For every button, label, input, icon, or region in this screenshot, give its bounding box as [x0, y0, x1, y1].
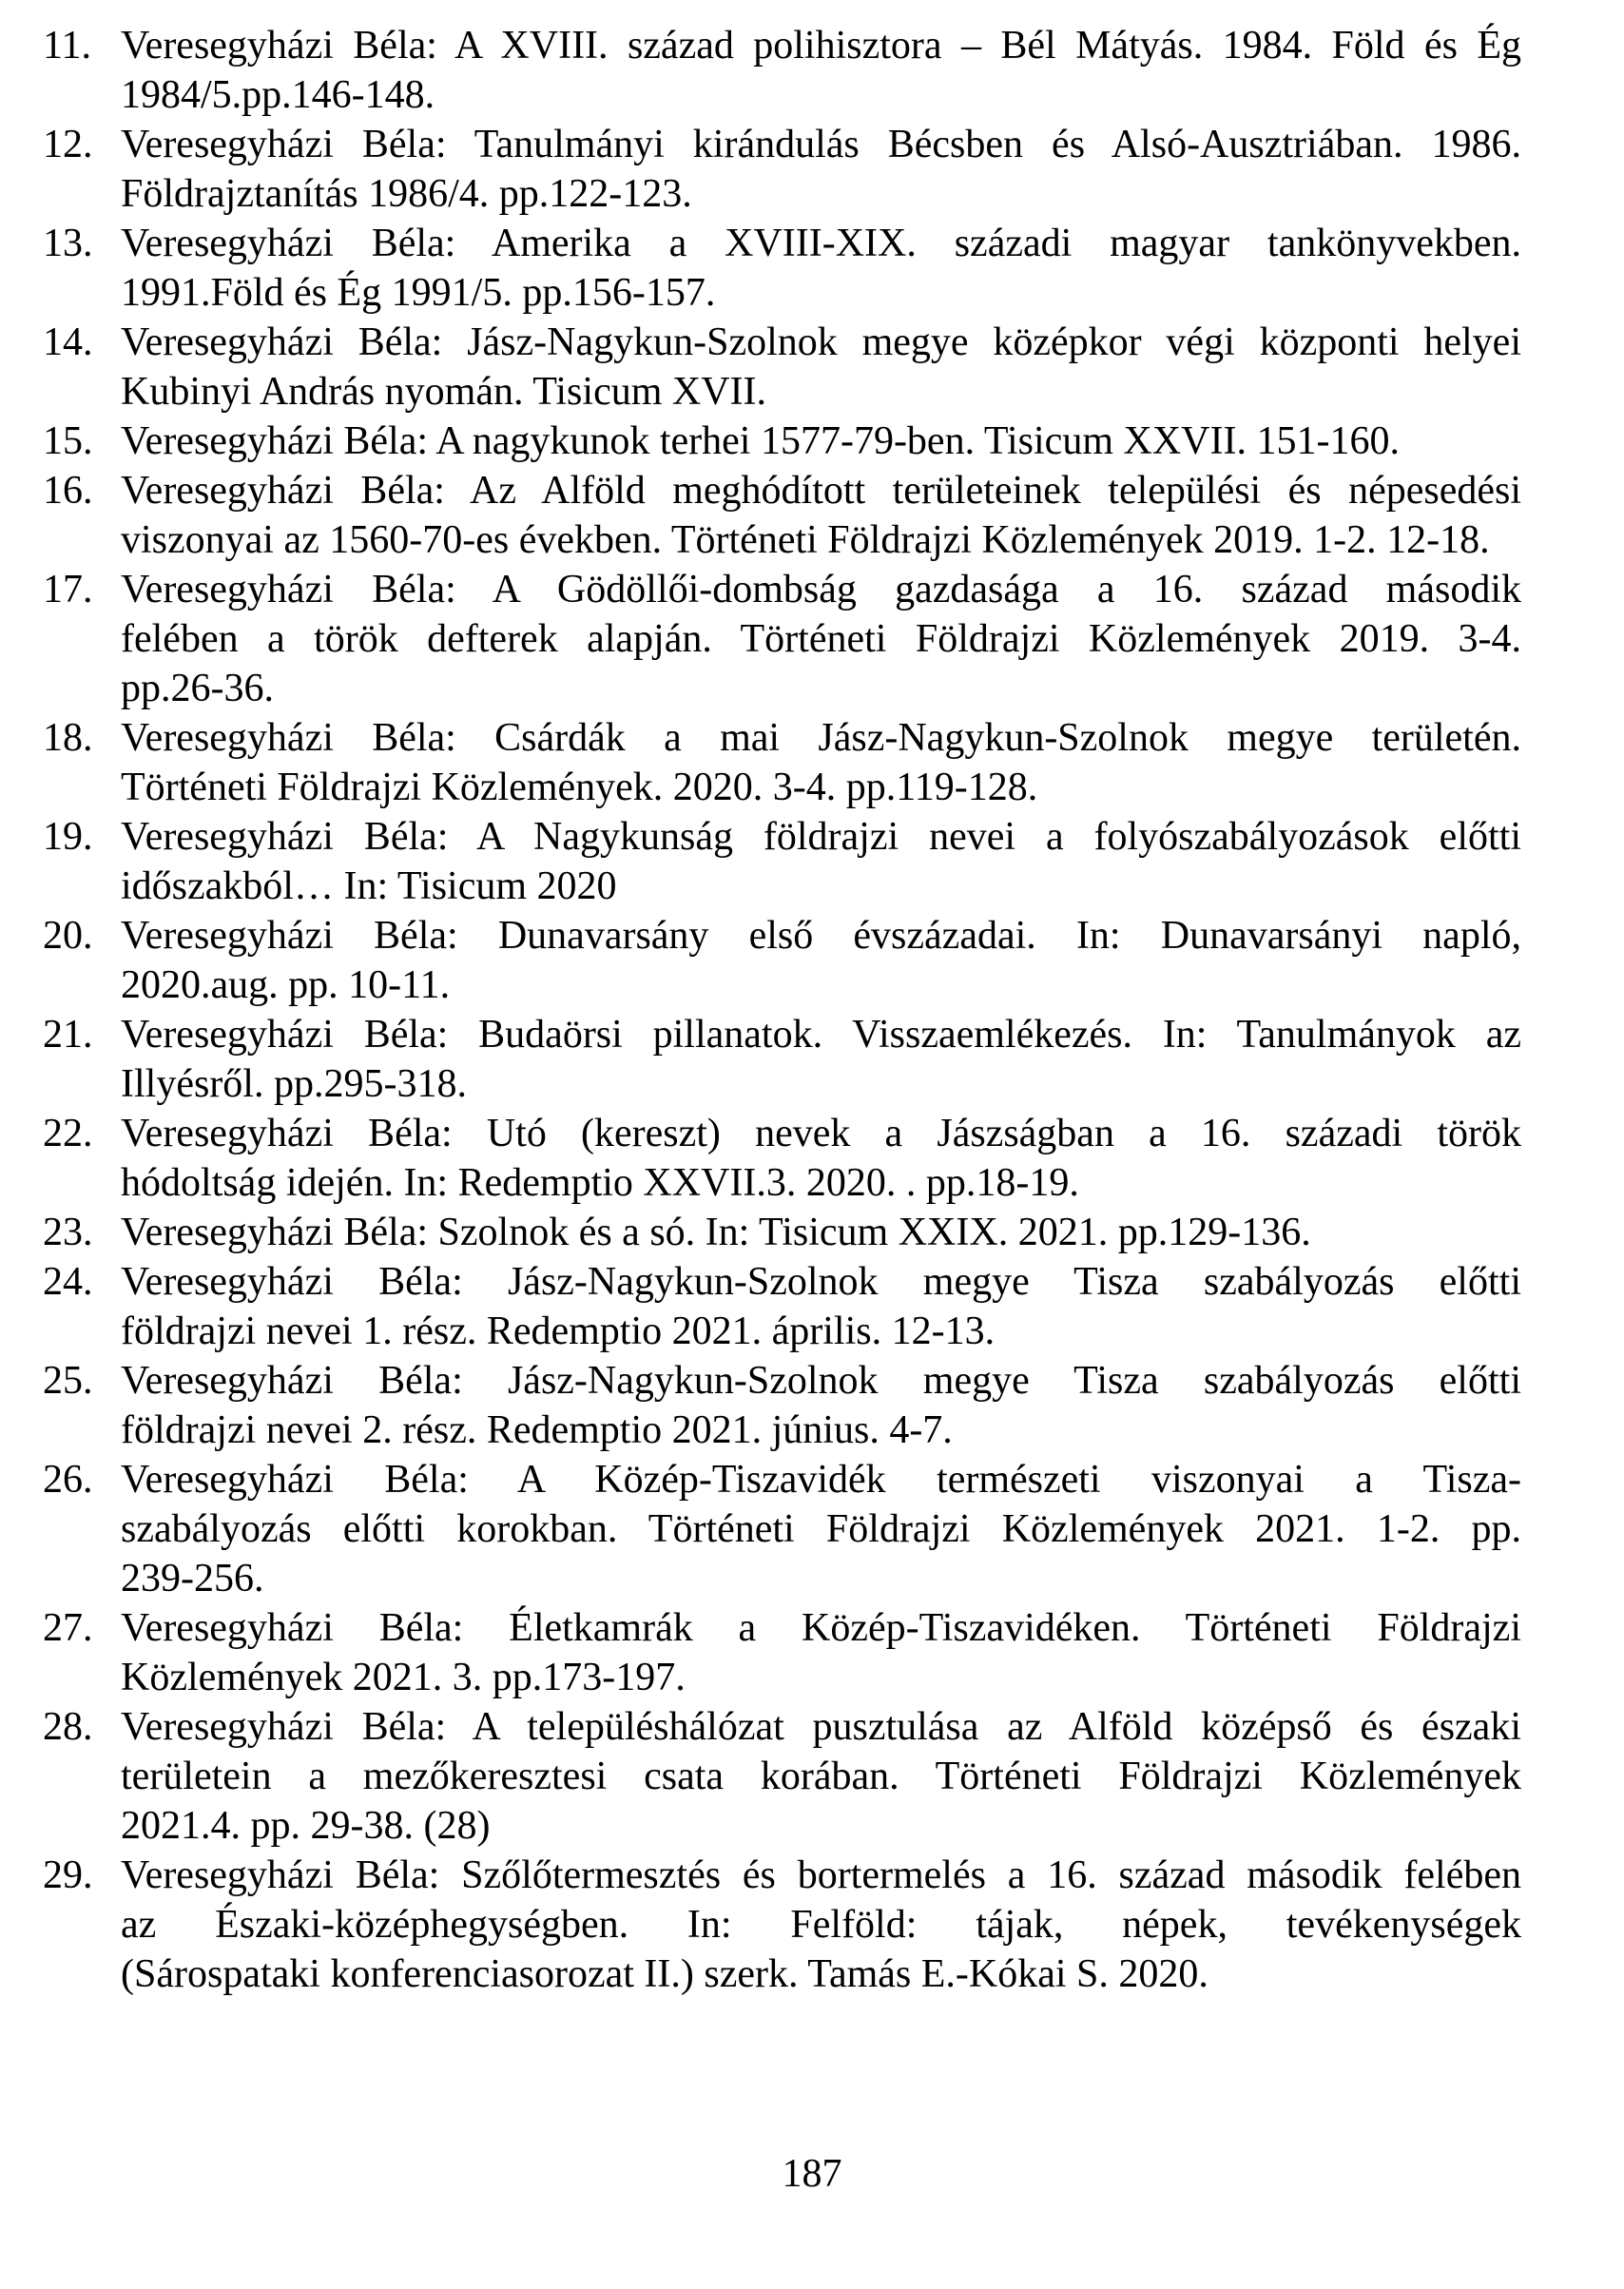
citation-line-text: Veresegyházi Béla: A XVIII. század polihisztora – Bél Mátyás. 1984. Föld és Ég [121, 24, 1521, 68]
item-citation [121, 812, 1521, 911]
item-citation [121, 565, 1521, 713]
citation-line-text: Veresegyházi Béla: A Közép-Tiszavidék természeti viszonyai a Tisza- [121, 1458, 1521, 1502]
bibliography-item [43, 219, 1521, 318]
citation-line-text: Veresegyházi Béla: A településhálózat pusztulása az Alföld középső és északi [121, 1705, 1521, 1749]
item-citation [121, 1257, 1521, 1356]
citation-line-text: 1984/5.pp.146-148. [121, 73, 435, 117]
citation-line [121, 219, 1521, 268]
citation-line-text: Veresegyházi Béla: Utó (kereszt) nevek a Jászságban a 16. századi török [121, 1112, 1521, 1155]
item-citation [121, 1603, 1521, 1702]
citation-line-text: Veresegyházi Béla: A Nagykunság földrajzi nevei a folyószabályozások előtti [121, 815, 1521, 859]
bibliography-item [43, 1010, 1521, 1109]
citation-line [121, 466, 1521, 515]
citation-line-text: Veresegyházi Béla: A nagykunok terhei 1577-79-ben. Tisicum XXVII. 151-160. [121, 419, 1400, 463]
citation-line-text: Veresegyházi Béla: Amerika a XVIII-XIX. századi magyar tankönyvekben. [121, 222, 1521, 265]
citation-line [121, 1702, 1521, 1752]
citation-line-text: szabályozás előtti korokban. Történeti Földrajzi Közlemények 2021. 1-2. pp. [121, 1507, 1521, 1551]
item-citation [121, 21, 1521, 120]
bibliography-item [43, 1702, 1521, 1851]
item-citation [121, 1851, 1521, 1999]
citation-line [121, 1603, 1521, 1653]
citation-line [121, 1554, 1521, 1603]
page-number: 187 [782, 2152, 842, 2196]
citation-line [121, 1801, 1521, 1851]
citation-line-text: viszonyai az 1560-70-es években. Történeti Földrajzi Közlemények 2019. 1-2. 12-18. [121, 518, 1490, 562]
item-citation [121, 1109, 1521, 1208]
citation-line [121, 515, 1521, 565]
citation-line-text: Történeti Földrajzi Közlemények. 2020. 3-4. pp.119-128. [121, 766, 1038, 809]
citation-line [121, 1208, 1521, 1257]
bibliography-list [43, 21, 1521, 1999]
bibliography-item [43, 417, 1521, 466]
citation-line [121, 1356, 1521, 1406]
citation-line-text: 1991.Föld és Ég 1991/5. pp.156-157. [121, 271, 716, 315]
item-number: 19. [43, 815, 93, 859]
item-number: 14. [43, 320, 93, 364]
citation-line [121, 1257, 1521, 1307]
citation-line [121, 1950, 1521, 1999]
citation-line-text: Veresegyházi Béla: Jász-Nagykun-Szolnok megye Tisza szabályozás előtti [121, 1260, 1521, 1304]
item-citation [121, 1208, 1521, 1257]
item-number: 21. [43, 1013, 93, 1057]
citation-line [121, 664, 1521, 713]
citation-line [121, 318, 1521, 367]
citation-line [121, 169, 1521, 219]
citation-line [121, 565, 1521, 614]
bibliography-item [43, 1109, 1521, 1208]
citation-line-text: Veresegyházi Béla: Szőlőtermesztés és bortermelés a 16. század második felében [121, 1853, 1521, 1897]
citation-line [121, 614, 1521, 664]
citation-line [121, 763, 1521, 812]
citation-line [121, 367, 1521, 417]
bibliography-item [43, 812, 1521, 911]
bibliography-item [43, 1455, 1521, 1603]
citation-line [121, 1504, 1521, 1554]
citation-line-text: felében a török defterek alapján. Történeti Földrajzi Közlemények 2019. 3-4. [121, 617, 1521, 661]
citation-line-text: Kubinyi András nyomán. Tisicum XVII. [121, 370, 767, 414]
item-number: 24. [43, 1260, 93, 1304]
citation-line-text: 2020.aug. pp. 10-11. [121, 963, 451, 1007]
item-citation [121, 713, 1521, 812]
citation-line [121, 1900, 1521, 1950]
item-citation [121, 911, 1521, 1010]
citation-line [121, 1653, 1521, 1702]
bibliography-item [43, 1208, 1521, 1257]
citation-line-text: (Sárospataki konferenciasorozat II.) szerk. Tamás E.-Kókai S. 2020. [121, 1952, 1208, 1996]
citation-line-text: Veresegyházi Béla: Jász-Nagykun-Szolnok megye középkor végi központi helyei [121, 320, 1521, 364]
item-number: 20. [43, 914, 93, 958]
citation-line [121, 70, 1521, 120]
item-number: 27. [43, 1606, 93, 1650]
citation-line-text: Illyésről. pp.295-318. [121, 1062, 467, 1106]
item-citation [121, 466, 1521, 565]
citation-line [121, 812, 1521, 862]
citation-line-text: Veresegyházi Béla: Az Alföld meghódított területeinek települési és népesedési [121, 469, 1521, 513]
citation-line-text: Veresegyházi Béla: Tanulmányi kirándulás Bécsben és Alsó-Ausztriában. 1986. [121, 123, 1521, 166]
bibliography-item [43, 21, 1521, 120]
citation-line-text: 239-256. [121, 1557, 264, 1600]
citation-line-text: Közlemények 2021. 3. pp.173-197. [121, 1656, 686, 1699]
bibliography-item [43, 1851, 1521, 1999]
item-number: 15. [43, 419, 93, 463]
bibliography-item [43, 713, 1521, 812]
citation-line [121, 1851, 1521, 1900]
citation-line-text: Földrajztanítás 1986/4. pp.122-123. [121, 172, 692, 216]
item-citation [121, 219, 1521, 318]
citation-line-text: 2021.4. pp. 29-38. (28) [121, 1804, 491, 1848]
citation-line-text: Veresegyházi Béla: Budaörsi pillanatok. Visszaemlékezés. In: Tanulmányok az [121, 1013, 1521, 1057]
citation-line [121, 1109, 1521, 1158]
item-citation [121, 318, 1521, 417]
citation-line-text: időszakból… In: Tisicum 2020 [121, 864, 617, 908]
citation-line [121, 1752, 1521, 1801]
citation-line-text: Veresegyházi Béla: Szolnok és a só. In: Tisicum XXIX. 2021. pp.129-136. [121, 1211, 1311, 1254]
citation-line-text: Veresegyházi Béla: Jász-Nagykun-Szolnok megye Tisza szabályozás előtti [121, 1359, 1521, 1403]
item-citation [121, 417, 1521, 466]
citation-line-text: az Északi-középhegységben. In: Felföld: tájak, népek, tevékenységek [121, 1903, 1521, 1947]
citation-line [121, 1455, 1521, 1504]
page-footer [0, 2149, 1624, 2199]
item-number: 18. [43, 716, 93, 760]
item-number: 16. [43, 469, 93, 513]
citation-line [121, 1010, 1521, 1059]
citation-line [121, 1158, 1521, 1208]
item-number: 12. [43, 123, 93, 166]
citation-line [121, 1059, 1521, 1109]
item-number: 23. [43, 1211, 93, 1254]
citation-line-text: földrajzi nevei 1. rész. Redemptio 2021. április. 12-13. [121, 1309, 996, 1353]
item-number: 22. [43, 1112, 93, 1155]
item-number: 29. [43, 1853, 93, 1897]
citation-line [121, 120, 1521, 169]
bibliography-item [43, 318, 1521, 417]
item-number: 13. [43, 222, 93, 265]
item-number: 11. [43, 24, 91, 68]
item-citation [121, 1455, 1521, 1603]
bibliography-item [43, 565, 1521, 713]
item-number: 28. [43, 1705, 93, 1749]
citation-line-text: Veresegyházi Béla: Dunavarsány első évszázadai. In: Dunavarsányi napló, [121, 914, 1521, 958]
citation-line-text: pp.26-36. [121, 667, 274, 710]
citation-line-text: földrajzi nevei 2. rész. Redemptio 2021. június. 4-7. [121, 1408, 953, 1452]
citation-line [121, 1406, 1521, 1455]
bibliography-item [43, 466, 1521, 565]
citation-line [121, 1307, 1521, 1356]
item-citation [121, 1356, 1521, 1455]
citation-line [121, 713, 1521, 763]
item-number: 17. [43, 568, 93, 611]
item-citation [121, 1010, 1521, 1109]
citation-line [121, 862, 1521, 911]
item-citation [121, 1702, 1521, 1851]
citation-line [121, 268, 1521, 318]
citation-line-text: Veresegyházi Béla: Életkamrák a Közép-Tiszavidéken. Történeti Földrajzi [121, 1606, 1521, 1650]
item-citation [121, 120, 1521, 219]
citation-line-text: Veresegyházi Béla: A Gödöllői-dombság gazdasága a 16. század második [121, 568, 1521, 611]
citation-line [121, 911, 1521, 960]
citation-line [121, 960, 1521, 1010]
bibliography-item [43, 911, 1521, 1010]
bibliography-item [43, 1603, 1521, 1702]
citation-line-text: területein a mezőkeresztesi csata korában. Történeti Földrajzi Közlemények [121, 1755, 1521, 1798]
item-number: 25. [43, 1359, 93, 1403]
bibliography-item [43, 120, 1521, 219]
citation-line [121, 417, 1521, 466]
citation-line [121, 21, 1521, 70]
citation-line-text: Veresegyházi Béla: Csárdák a mai Jász-Nagykun-Szolnok megye területén. [121, 716, 1521, 760]
item-number: 26. [43, 1458, 93, 1502]
bibliography-item [43, 1257, 1521, 1356]
citation-line-text: hódoltság idején. In: Redemptio XXVII.3. 2020. . pp.18-19. [121, 1161, 1079, 1205]
bibliography-item [43, 1356, 1521, 1455]
document-page [0, 21, 1624, 2199]
